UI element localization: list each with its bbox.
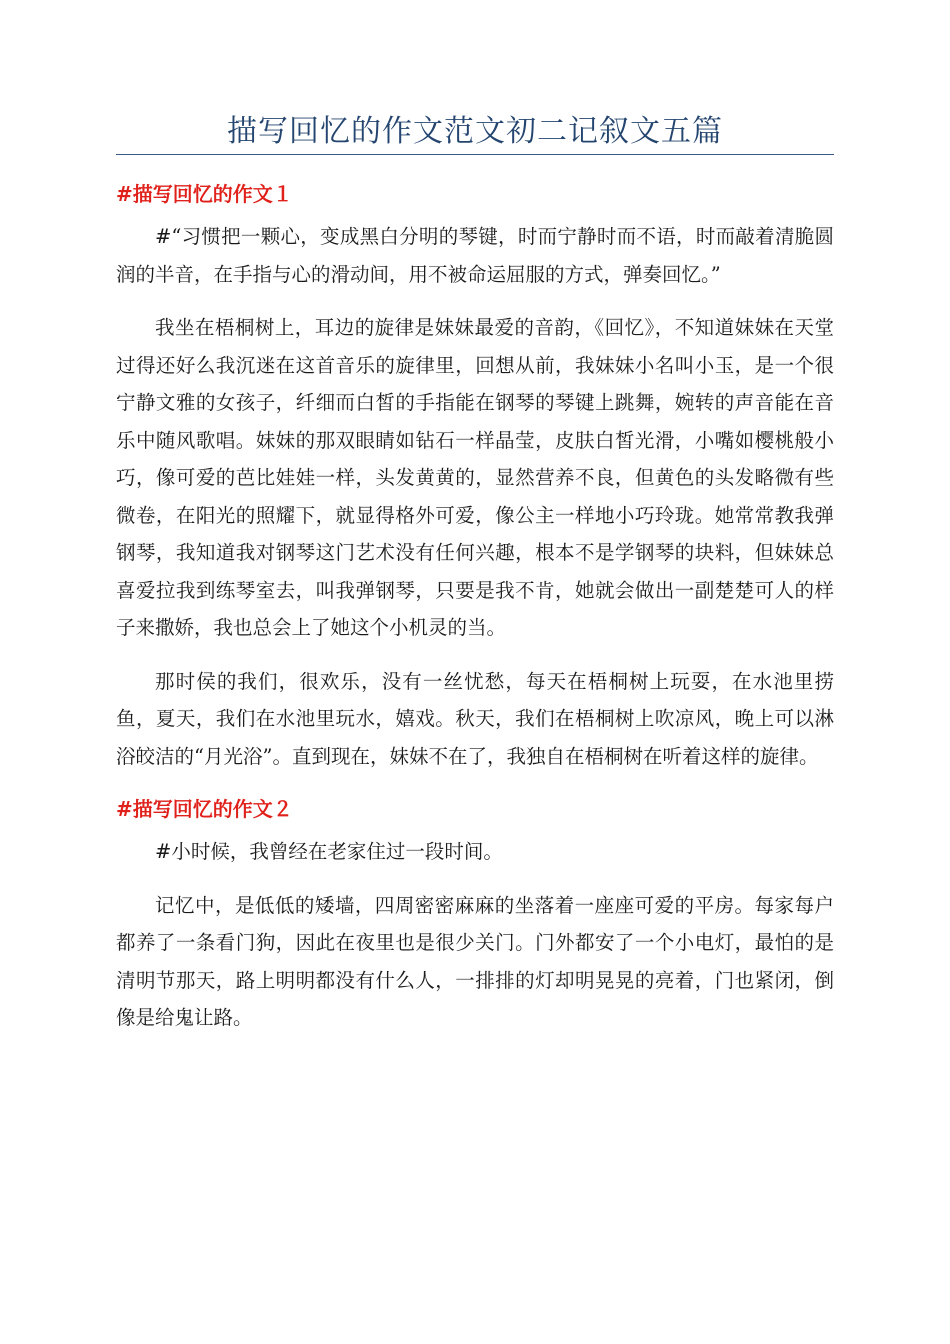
- document-body: [116, 176, 834, 1037]
- spacer: [116, 871, 834, 887]
- spacer: [116, 647, 834, 663]
- spacer: [116, 293, 834, 309]
- title-underline: [116, 154, 834, 155]
- section-heading-2: #描写回忆的作文２: [116, 797, 293, 821]
- document-title: 描写回忆的作文范文初二记叙文五篇: [227, 114, 723, 149]
- section-1-paragraph-2: 我坐在梧桐树上，耳边的旋律是妹妹最爱的音韵，《回忆》，不知道妹妹在天堂过得还好么我沉迷在这首音乐的旋律里，回想从前，我妹妹小名叫小玉，是一个很宁静文雅的女孩子，纤细而白皙的手指能在钢琴的琴键上跳舞，婉转的声音能在音乐中随风歌唱。妹妹的那双眼睛如钻石一样晶莹，皮肤白皙光滑，小嘴如樱桃般小巧，像可爱的芭比娃娃一样，头发黄黄的，显然营养不良，但黄色的头发略微有些微卷，在阳光的照耀下，就显得格外可爱，像公主一样地小巧玲珑。她常常教我弹钢琴，我知道我对钢琴这门艺术没有任何兴趣，根本不是学钢琴的块料，但妹妹总喜爱拉我到练琴室去，叫我弹钢琴，只要是我不肯，她就会做出一副楚楚可人的样子来撒娇，我也总会上了她这个小机灵的当。: [116, 316, 834, 639]
- section-2-paragraph-1: #小时候，我曾经在老家住过一段时间。: [155, 840, 503, 863]
- spacer: [116, 775, 834, 791]
- section-1-paragraph-1: #“习惯把一颗心，变成黑白分明的琴键，时而宁静时而不语，时而敲着清脆圆润的半音，在手指与心的滑动间，用不被命运屈服的方式，弹奏回忆。”: [116, 225, 834, 286]
- section-heading-1: #描写回忆的作文１: [116, 182, 293, 206]
- section-2-paragraph-2: 记忆中，是低低的矮墙，四周密密麻麻的坐落着一座座可爱的平房。每家每户都养了一条看门狗，因此在夜里也是很少关门。门外都安了一个小电灯，最怕的是清明节那天，路上明明都没有什么人，一排排的灯却明晃晃的亮着，门也紧闭，倒像是给鬼让路。: [116, 893, 834, 1029]
- section-1-paragraph-3: 那时侯的我们，很欢乐，没有一丝忧愁，每天在梧桐树上玩耍，在水池里捞鱼，夏天，我们在水池里玩水，嬉戏。秋天，我们在梧桐树上吹凉风，晚上可以淋浴皎洁的“月光浴”。直到现在，妹妹不在了，我独自在梧桐树在听着这样的旋律。: [116, 669, 834, 768]
